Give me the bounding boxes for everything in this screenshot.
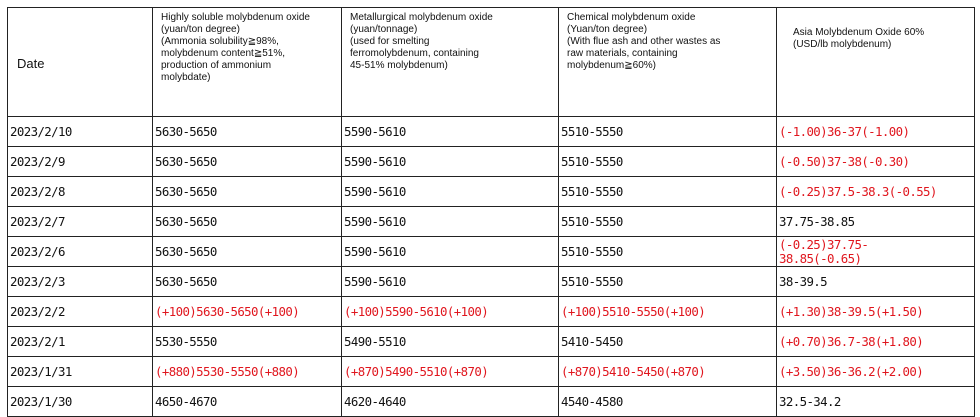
table-row: [8, 327, 975, 357]
chemical-price-cell: 5510-5550: [559, 177, 777, 207]
date-cell: 2023/1/31: [8, 357, 153, 387]
highly-soluble-molybdenum-oxide-header: Highly soluble molybdenum oxide (yuan/ton degree) (Ammonia solubility≧98%, molybdenum content≧51%, production of ammonium molybdate): [153, 8, 342, 117]
asia-price-cell: (-0.50)37-38(-0.30): [777, 147, 975, 177]
chemical-price-cell: 5510-5550: [559, 117, 777, 147]
metallurgical-price-cell: 5590-5610: [342, 207, 559, 237]
highly-soluble-price-cell: 5630-5650: [153, 207, 342, 237]
highly-soluble-price-cell: 5630-5650: [153, 177, 342, 207]
highly-soluble-price-cell: 5630-5650: [153, 117, 342, 147]
date-column-header: Date: [8, 8, 153, 117]
table-row: [8, 147, 975, 177]
asia-price-cell: (-0.25)37.5-38.3(-0.55): [777, 177, 975, 207]
date-cell: 2023/2/2: [8, 297, 153, 327]
date-cell: 2023/2/3: [8, 267, 153, 297]
table-row: [8, 237, 975, 267]
date-cell: 2023/1/30: [8, 387, 153, 417]
table-row: [8, 117, 975, 147]
asia-price-cell: (-1.00)36-37(-1.00): [777, 117, 975, 147]
date-cell: 2023/2/1: [8, 327, 153, 357]
chemical-price-cell: (+870)5410-5450(+870): [559, 357, 777, 387]
table-row: [8, 387, 975, 417]
highly-soluble-price-cell: 5630-5650: [153, 237, 342, 267]
highly-soluble-price-cell: (+880)5530-5550(+880): [153, 357, 342, 387]
chemical-price-cell: 5510-5550: [559, 207, 777, 237]
metallurgical-price-cell: 5590-5610: [342, 147, 559, 177]
metallurgical-molybdenum-oxide-header: Metallurgical molybdenum oxide (yuan/tonnage) (used for smelting ferromolybdenum, containing 45-51% molybdenum): [342, 8, 559, 117]
highly-soluble-price-cell: 5630-5650: [153, 267, 342, 297]
chemical-price-cell: 5510-5550: [559, 237, 777, 267]
highly-soluble-price-cell: 5530-5550: [153, 327, 342, 357]
table-row: [8, 177, 975, 207]
asia-price-cell: 37.75-38.85: [777, 207, 975, 237]
metallurgical-price-cell: 5490-5510: [342, 327, 559, 357]
chemical-price-cell: 5410-5450: [559, 327, 777, 357]
metallurgical-price-cell: (+870)5490-5510(+870): [342, 357, 559, 387]
metallurgical-price-cell: 5590-5610: [342, 237, 559, 267]
metallurgical-price-cell: 5590-5610: [342, 267, 559, 297]
chemical-molybdenum-oxide-header: Chemical molybdenum oxide (Yuan/ton degree) (With flue ash and other wastes as raw materials, containing molybdenum≧60%): [559, 8, 777, 117]
table-row: [8, 297, 975, 327]
date-cell: 2023/2/10: [8, 117, 153, 147]
date-cell: 2023/2/7: [8, 207, 153, 237]
table-row: [8, 357, 975, 387]
header-row: [8, 8, 975, 117]
metallurgical-price-cell: 5590-5610: [342, 117, 559, 147]
chemical-price-cell: 4540-4580: [559, 387, 777, 417]
chemical-price-cell: 5510-5550: [559, 147, 777, 177]
asia-price-cell: (+0.70)36.7-38(+1.80): [777, 327, 975, 357]
asia-molybdenum-oxide-header: Asia Molybdenum Oxide 60% (USD/lb molybdenum): [777, 8, 975, 117]
asia-price-cell: 38-39.5: [777, 267, 975, 297]
date-cell: 2023/2/9: [8, 147, 153, 177]
metallurgical-price-cell: 5590-5610: [342, 177, 559, 207]
date-cell: 2023/2/6: [8, 237, 153, 267]
date-cell: 2023/2/8: [8, 177, 153, 207]
asia-price-cell: (-0.25)37.75- 38.85(-0.65): [777, 237, 975, 267]
chemical-price-cell: (+100)5510-5550(+100): [559, 297, 777, 327]
asia-price-cell: (+1.30)38-39.5(+1.50): [777, 297, 975, 327]
asia-price-cell: 32.5-34.2: [777, 387, 975, 417]
highly-soluble-price-cell: (+100)5630-5650(+100): [153, 297, 342, 327]
metallurgical-price-cell: 4620-4640: [342, 387, 559, 417]
chemical-price-cell: 5510-5550: [559, 267, 777, 297]
table-row: [8, 207, 975, 237]
metallurgical-price-cell: (+100)5590-5610(+100): [342, 297, 559, 327]
table-row: [8, 267, 975, 297]
highly-soluble-price-cell: 4650-4670: [153, 387, 342, 417]
highly-soluble-price-cell: 5630-5650: [153, 147, 342, 177]
asia-price-cell: (+3.50)36-36.2(+2.00): [777, 357, 975, 387]
molybdenum-price-table: [7, 7, 975, 417]
